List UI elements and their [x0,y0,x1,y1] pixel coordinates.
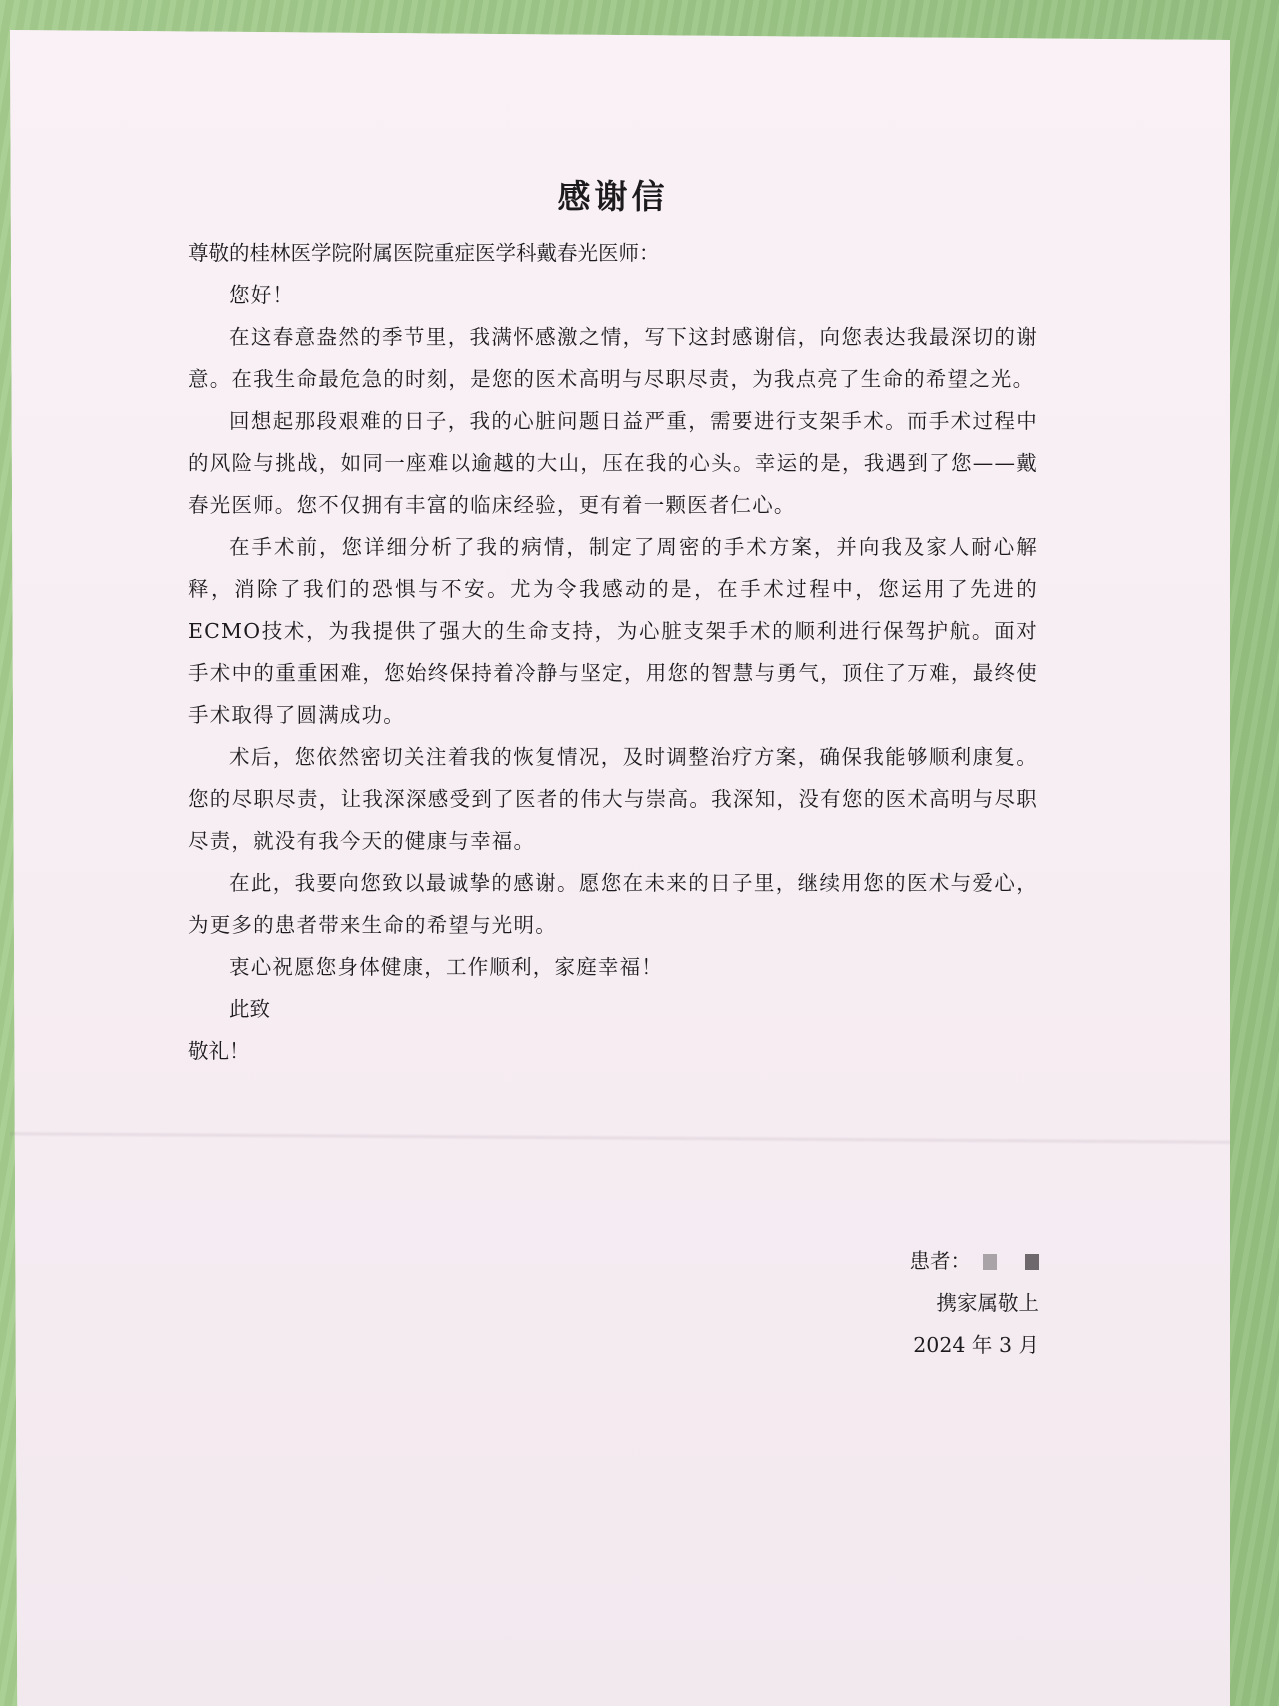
letter-paragraph: 衷心祝愿您身体健康，工作顺利，家庭幸福！ [229,955,663,979]
letter-paragraph: 在此，我要向您致以最诚挚的感谢。愿您在未来的日子里，继续用您的医术与爱心，为更多的患者带来生命的希望与光明。 [188,871,1038,937]
redacted-name-block [1025,1254,1039,1270]
letter-title: 感谢信 [557,177,669,216]
family-signoff: 携家属敬上 [936,1291,1039,1315]
patient-label: 患者： [909,1249,971,1273]
letter-greeting: 您好！ [229,283,295,307]
letter-signature [910,1240,1040,1366]
letter-paragraph: 回想起那段艰难的日子，我的心脏问题日益严重，需要进行支架手术。而手术过程中的风险与挑战，如同一座难以逾越的大山，压在我的心头。幸运的是，我遇到了您——戴春光医师。您不仅拥有丰富的临床经验，更有着一颗医者仁心。 [188,409,1038,517]
letter-paragraph: 在手术前，您详细分析了我的病情，制定了周密的手术方案，并向我及家人耐心解释，消除了我们的恐惧与不安。尤为令我感动的是，在手术过程中，您运用了先进的ECMO技术，为我提供了强大的生命支持，为心脏支架手术的顺利进行保驾护航。面对手术中的重重困难，您始终保持着冷静与坚定，用您的智慧与勇气，顶住了万难，最终使手术取得了圆满成功。 [188,535,1038,727]
letter-salutation: 尊敬的桂林医学院附属医院重症医学科戴春光医师： [188,241,660,265]
letter-date: 2024 年 3 月 [913,1333,1039,1357]
letter-regards: 敬礼！ [188,1039,250,1063]
redacted-name-block [983,1254,997,1270]
letter-body [188,168,1038,1072]
letter-paragraph: 术后，您依然密切关注着我的恢复情况，及时调整治疗方案，确保我能够顺利康复。您的尽职尽责，让我深深感受到了医者的伟大与崇高。我深知，没有您的医术高明与尽职尽责，就没有我今天的健康与幸福。 [188,745,1038,853]
letter-closing: 此致 [229,997,270,1021]
letter-paragraph: 在这春意盎然的季节里，我满怀感激之情，写下这封感谢信，向您表达我最深切的谢意。在我生命最危急的时刻，是您的医术高明与尽职尽责，为我点亮了生命的希望之光。 [188,325,1038,391]
patient-line [910,1240,1040,1282]
